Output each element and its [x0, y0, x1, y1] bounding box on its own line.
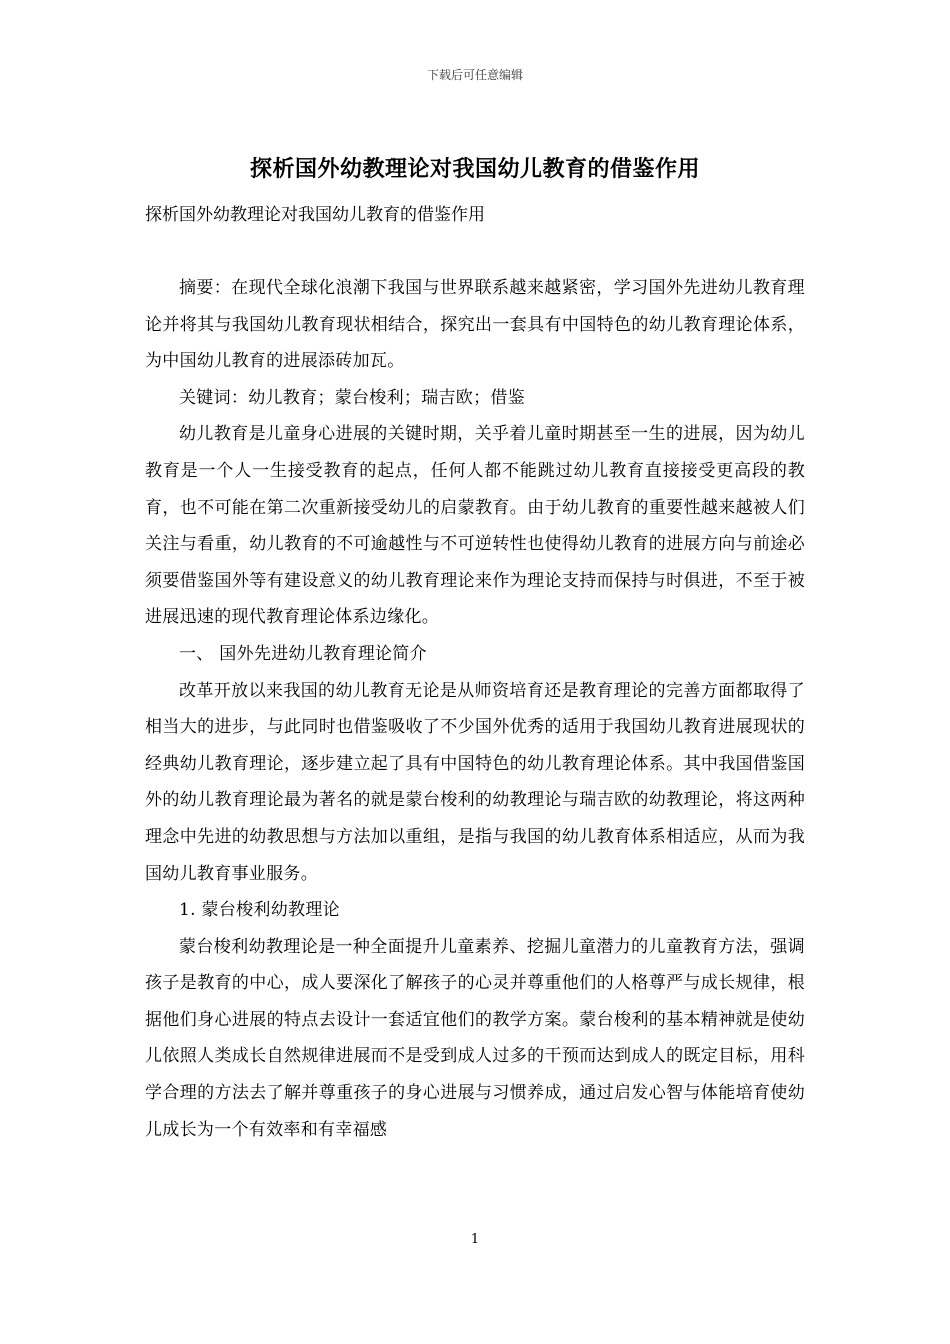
keywords-paragraph: 关键词：幼儿教育；蒙台梭利；瑞吉欧；借鉴: [179, 387, 525, 408]
abstract-paragraph: 摘要：在现代全球化浪潮下我国与世界联系越来越紧密，学习国外先进幼儿教育理论并将其与我国幼儿教育现状相结合，探究出一套具有中国特色的幼儿教育理论体系，为中国幼儿教育的进展添砖加瓦。: [145, 278, 805, 372]
page-number: 1: [470, 1232, 480, 1247]
document-title: 探析国外幼教理论对我国幼儿教育的借鉴作用: [249, 156, 700, 182]
body-paragraph: 幼儿教育是儿童身心进展的关键时期，关乎着儿童时期甚至一生的进展，因为幼儿教育是一个人一生接受教育的起点，任何人都不能跳过幼儿教育直接接受更高段的教育，也不可能在第二次重新接受幼儿的启蒙教育。由于幼儿教育的重要性越来越被人们关注与看重，幼儿教育的不可逾越性与不可逆转性也使得幼儿教育的进展方向与前途必须要借鉴国外等有建设意义的幼儿教育理论来作为理论支持而保持与时俱进，不至于被进展迅速的现代教育理论体系边缘化。: [145, 424, 805, 628]
section-heading: 一、 国外先进幼儿教育理论简介: [179, 643, 427, 664]
subsection-heading: 1. 蒙台梭利幼教理论: [179, 900, 340, 921]
body-paragraph: 蒙台梭利幼教理论是一种全面提升儿童素养、挖掘儿童潜力的儿童教育方法，强调孩子是教育的中心，成人要深化了解孩子的心灵并尊重他们的人格尊严与成长规律，根据他们身心进展的特点去设计一套适宜他们的教学方案。蒙台梭利的基本精神就是使幼儿依照人类成长自然规律进展而不是受到成人过多的干预而达到成人的既定目标，用科学合理的方法去了解并尊重孩子的身心进展与习惯养成，通过启发心智与体能培育使幼儿成长为一个有效率和有幸福感: [145, 936, 805, 1140]
body-paragraph: 改革开放以来我国的幼儿教育无论是从师资培育还是教育理论的完善方面都取得了相当大的进步，与此同时也借鉴吸收了不少国外优秀的适用于我国幼儿教育进展现状的经典幼儿教育理论，逐步建立起了具有中国特色的幼儿教育理论体系。其中我国借鉴国外的幼儿教育理论最为著名的就是蒙台梭利的幼教理论与瑞吉欧的幼教理论，将这两种理念中先进的幼教思想与方法加以重组，是指与我国的幼儿教育体系相适应，从而为我国幼儿教育事业服务。: [145, 680, 805, 884]
document-body: [145, 270, 805, 1148]
document-subtitle: 探析国外幼教理论对我国幼儿教育的借鉴作用: [145, 205, 485, 225]
header-note: 下载后可任意编辑: [426, 68, 523, 82]
